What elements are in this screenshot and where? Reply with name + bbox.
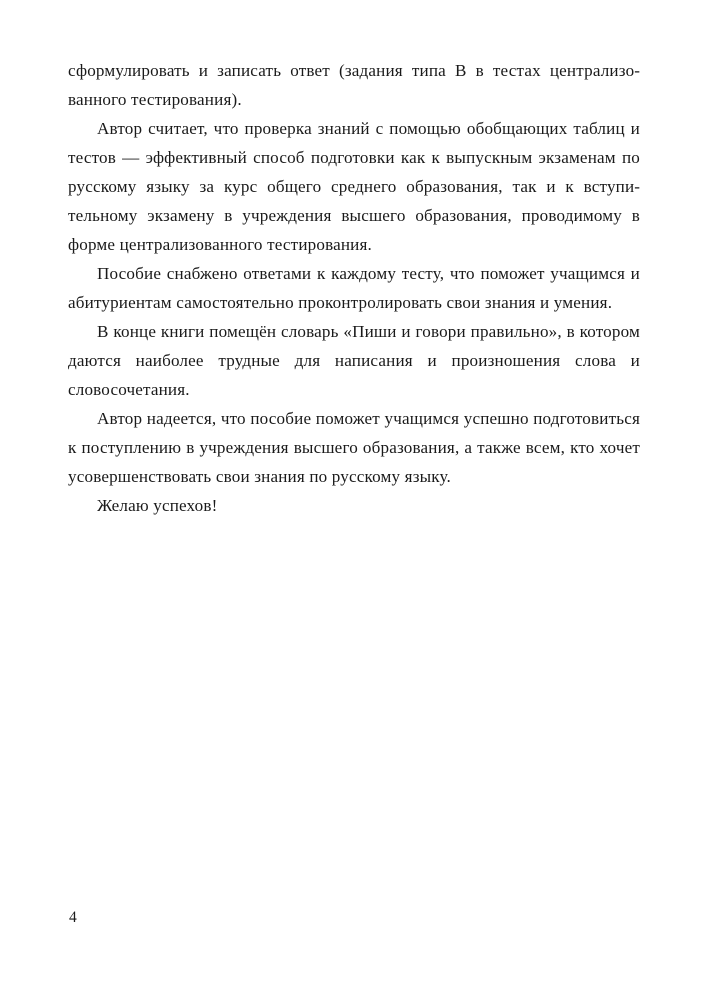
body-paragraph-5: Автор надеется, что пособие поможет учащимся успешно подготовиться к поступлению в учреждения высшего образования, а также всем, кто хочет усовершенствовать свои знания по русскому языку. <box>68 409 640 486</box>
body-paragraph-1: сформулировать и записать ответ (задания типа В в тестах централизованного тестирования). <box>68 61 640 109</box>
body-paragraph-2: Автор считает, что проверка знаний с помощью обобщающих таблиц и тестов — эффективный способ подготовки как к выпускным экзаменам по русскому языку за курс общего среднего образования, так и к вступительному экзамену в учреждения высшего образования, проводимому в форме централизованного тестирования. <box>68 119 640 254</box>
body-paragraph-6: Желаю успехов! <box>97 496 218 515</box>
body-paragraph-3: Пособие снабжено ответами к каждому тесту, что поможет учащимся и абитуриентам самостоятельно проконтролировать свои знания и умения. <box>68 264 640 312</box>
page-number: 4 <box>69 909 77 926</box>
body-paragraph-4: В конце книги помещён словарь «Пиши и говори правильно», в котором даются наиболее трудные для написания и произношения слова и словосочетания. <box>68 322 640 399</box>
body-text-block <box>68 56 640 520</box>
